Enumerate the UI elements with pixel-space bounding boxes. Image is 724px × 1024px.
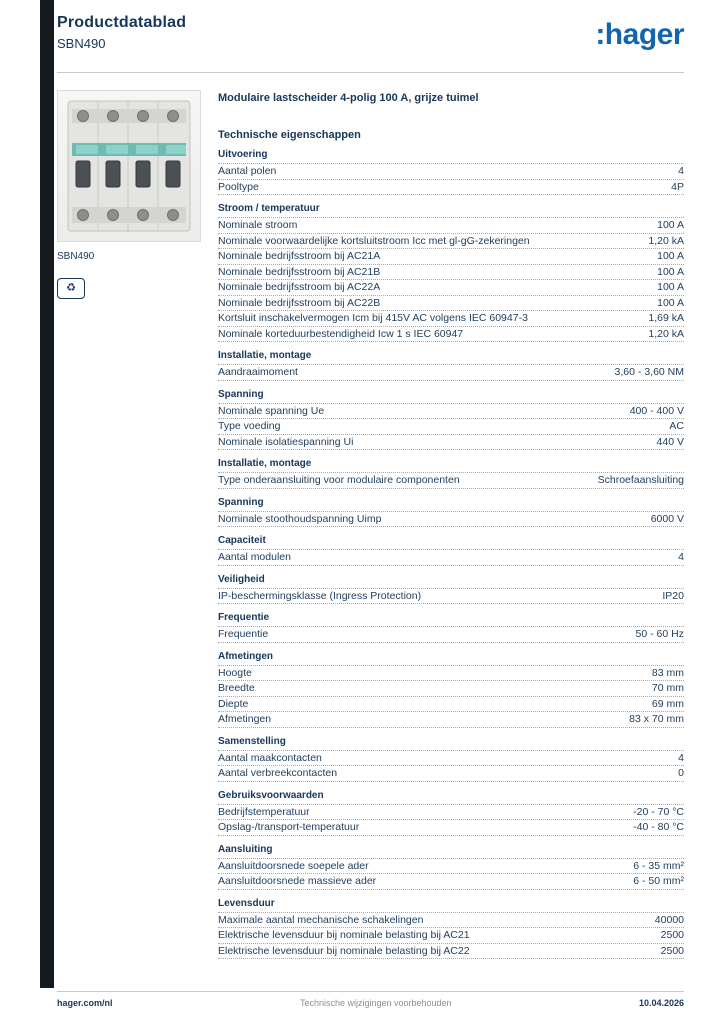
spec-row bbox=[218, 419, 684, 435]
spec-section bbox=[218, 497, 684, 528]
recycling-icon: ♻ bbox=[57, 278, 85, 299]
spec-label: Diepte bbox=[218, 697, 249, 710]
spec-label: Nominale stroom bbox=[218, 219, 298, 231]
spec-value: -20 - 70 °C bbox=[633, 805, 684, 818]
spec-row bbox=[218, 820, 684, 836]
spec-section-heading: Stroom / temperatuur bbox=[218, 203, 684, 218]
spec-section-heading: Afmetingen bbox=[218, 651, 684, 666]
spec-value: 50 - 60 Hz bbox=[635, 628, 684, 640]
spec-value: 100 A bbox=[657, 219, 684, 231]
spec-row bbox=[218, 712, 684, 728]
spec-section bbox=[218, 898, 684, 960]
spec-label: Type onderaansluiting voor modulaire componenten bbox=[218, 474, 460, 486]
spec-value: 70 mm bbox=[651, 682, 684, 694]
spec-value: 100 A bbox=[657, 281, 684, 293]
spec-row bbox=[218, 627, 684, 643]
spec-label: Nominale bedrijfsstroom bij AC22A bbox=[218, 281, 381, 293]
spec-value: 2500 bbox=[660, 929, 684, 941]
spec-label: Nominale voorwaardelijke kortsluitstroom Icc met gl-gG-zekeringen bbox=[218, 234, 530, 247]
spec-label: Nominale bedrijfsstroom bij AC21A bbox=[218, 250, 381, 262]
page-title: Productdatablad bbox=[57, 14, 187, 31]
spec-section bbox=[218, 651, 684, 728]
header-titles bbox=[57, 14, 186, 51]
spec-row bbox=[218, 928, 684, 944]
spec-sections bbox=[218, 149, 684, 959]
spec-row bbox=[218, 280, 684, 296]
spec-section-heading: Samenstelling bbox=[218, 736, 684, 751]
spec-section bbox=[218, 149, 684, 195]
spec-section-heading: Gebruiksvoorwaarden bbox=[218, 790, 684, 805]
spec-label: IP-beschermingsklasse (Ingress Protection) bbox=[218, 589, 422, 602]
spec-row bbox=[218, 751, 684, 767]
spec-section bbox=[218, 736, 684, 782]
page-header bbox=[57, 14, 684, 51]
spec-section-heading: Frequentie bbox=[218, 612, 684, 627]
spec-row bbox=[218, 874, 684, 890]
spec-row bbox=[218, 164, 684, 180]
product-image-frame bbox=[57, 90, 201, 242]
spec-value: 3,60 - 3,60 NM bbox=[614, 366, 684, 378]
spec-section bbox=[218, 574, 684, 605]
spec-value: IP20 bbox=[662, 589, 684, 602]
spec-value: 6000 V bbox=[650, 512, 684, 525]
spec-row bbox=[218, 327, 684, 343]
product-image-caption: SBN490 bbox=[57, 251, 95, 262]
spec-label: Aansluitdoorsnede massieve ader bbox=[218, 875, 377, 887]
spec-section bbox=[218, 458, 684, 489]
spec-label: Pooltype bbox=[218, 180, 259, 193]
spec-row bbox=[218, 512, 684, 528]
page-footer bbox=[57, 991, 684, 1008]
spec-value: 1,20 kA bbox=[648, 327, 684, 340]
spec-section-heading: Installatie, montage bbox=[218, 458, 684, 473]
spec-row bbox=[218, 234, 684, 250]
spec-row bbox=[218, 766, 684, 782]
spec-value: 6 - 50 mm² bbox=[633, 875, 684, 887]
spec-row bbox=[218, 944, 684, 960]
spec-label: Nominale bedrijfsstroom bij AC21B bbox=[218, 265, 381, 278]
spec-label: Aansluitdoorsnede soepele ader bbox=[218, 859, 369, 872]
spec-value: -40 - 80 °C bbox=[633, 821, 684, 833]
spec-row bbox=[218, 681, 684, 697]
spec-row bbox=[218, 435, 684, 451]
header-divider bbox=[57, 72, 684, 73]
left-spine-bar bbox=[40, 0, 54, 988]
spec-value: 83 x 70 mm bbox=[629, 713, 684, 725]
spec-section-heading: Spanning bbox=[218, 389, 684, 404]
spec-label: Opslag-/transport-temperatuur bbox=[218, 821, 360, 833]
spec-value: 69 mm bbox=[651, 697, 684, 710]
spec-row bbox=[218, 859, 684, 875]
spec-section bbox=[218, 790, 684, 836]
spec-row bbox=[218, 296, 684, 312]
spec-value: 4 bbox=[678, 551, 684, 563]
spec-row bbox=[218, 913, 684, 929]
spec-value: 1,20 kA bbox=[648, 234, 684, 247]
spec-row bbox=[218, 218, 684, 234]
spec-row bbox=[218, 265, 684, 281]
spec-row bbox=[218, 550, 684, 566]
spec-section-heading: Installatie, montage bbox=[218, 350, 684, 365]
spec-value: Schroefaansluiting bbox=[597, 474, 684, 486]
spec-row bbox=[218, 249, 684, 265]
spec-label: Elektrische levensduur bij nominale belasting bij AC21 bbox=[218, 929, 470, 941]
product-reference: SBN490 bbox=[57, 36, 106, 51]
spec-section-heading: Aansluiting bbox=[218, 844, 684, 859]
spec-label: Maximale aantal mechanische schakelingen bbox=[218, 913, 424, 926]
spec-section-heading: Spanning bbox=[218, 497, 684, 512]
tech-section-title: Technische eigenschappen bbox=[218, 129, 361, 141]
spec-section bbox=[218, 844, 684, 890]
spec-label: Aantal verbreekcontacten bbox=[218, 767, 338, 779]
spec-label: Aantal maakcontacten bbox=[218, 751, 322, 764]
spec-label: Nominale isolatiespanning Ui bbox=[218, 435, 354, 448]
spec-row bbox=[218, 180, 684, 196]
spec-value: 440 V bbox=[656, 435, 684, 448]
spec-label: Nominale bedrijfsstroom bij AC22B bbox=[218, 296, 381, 309]
spec-value: 0 bbox=[678, 767, 684, 779]
spec-row bbox=[218, 805, 684, 821]
spec-label: Afmetingen bbox=[218, 713, 272, 725]
spec-section-heading: Capaciteit bbox=[218, 535, 684, 550]
footer-url[interactable]: hager.com/nl bbox=[57, 998, 113, 1008]
spec-section-heading: Veiligheid bbox=[218, 574, 684, 589]
spec-value: AC bbox=[669, 420, 684, 432]
spec-value: 6 - 35 mm² bbox=[633, 859, 684, 872]
spec-value: 400 - 400 V bbox=[629, 404, 684, 417]
spec-label: Nominale spanning Ue bbox=[218, 404, 325, 417]
spec-row bbox=[218, 311, 684, 327]
spec-label: Aantal modulen bbox=[218, 551, 291, 563]
spec-row bbox=[218, 666, 684, 682]
spec-content bbox=[218, 92, 684, 959]
spec-section bbox=[218, 389, 684, 451]
spec-value: 4P bbox=[671, 180, 684, 193]
spec-section bbox=[218, 350, 684, 381]
product-sidebar bbox=[57, 90, 203, 299]
spec-label: Breedte bbox=[218, 682, 255, 694]
spec-value: 40000 bbox=[654, 913, 684, 926]
spec-label: Hoogte bbox=[218, 666, 252, 679]
spec-section-heading: Levensduur bbox=[218, 898, 684, 913]
spec-label: Bedrijfstemperatuur bbox=[218, 805, 310, 818]
spec-label: Kortsluit inschakelvermogen Icm bij 415V AC volgens IEC 60947-3 bbox=[218, 312, 528, 324]
spec-section-heading: Uitvoering bbox=[218, 149, 684, 164]
spec-value: 4 bbox=[678, 165, 684, 177]
spec-value: 4 bbox=[678, 751, 684, 764]
spec-label: Aandraaimoment bbox=[218, 366, 298, 378]
spec-row bbox=[218, 473, 684, 489]
spec-section bbox=[218, 535, 684, 566]
spec-row bbox=[218, 697, 684, 713]
spec-label: Frequentie bbox=[218, 628, 269, 640]
spec-label: Nominale stoothoudspanning Uimp bbox=[218, 512, 382, 525]
spec-section bbox=[218, 203, 684, 342]
product-name: Modulaire lastscheider 4-polig 100 A, grijze tuimel bbox=[218, 92, 479, 104]
spec-label: Type voeding bbox=[218, 420, 281, 432]
spec-value: 100 A bbox=[657, 265, 684, 278]
spec-row bbox=[218, 365, 684, 381]
product-photo bbox=[66, 99, 192, 233]
spec-label: Nominale korteduurbestendigheid Icw 1 s IEC 60947 bbox=[218, 327, 464, 340]
spec-section bbox=[218, 612, 684, 643]
spec-value: 83 mm bbox=[651, 666, 684, 679]
spec-label: Elektrische levensduur bij nominale belasting bij AC22 bbox=[218, 944, 470, 957]
spec-value: 2500 bbox=[660, 944, 684, 957]
spec-value: 1,69 kA bbox=[648, 312, 684, 324]
spec-value: 100 A bbox=[657, 250, 684, 262]
spec-row bbox=[218, 589, 684, 605]
footer-note: Technische wijzigingen voorbehouden bbox=[299, 998, 452, 1008]
spec-row bbox=[218, 404, 684, 420]
hager-logo: :hager bbox=[595, 18, 684, 51]
spec-value: 100 A bbox=[657, 296, 684, 309]
spec-label: Aantal polen bbox=[218, 165, 277, 177]
footer-date: 10.04.2026 bbox=[638, 998, 684, 1008]
